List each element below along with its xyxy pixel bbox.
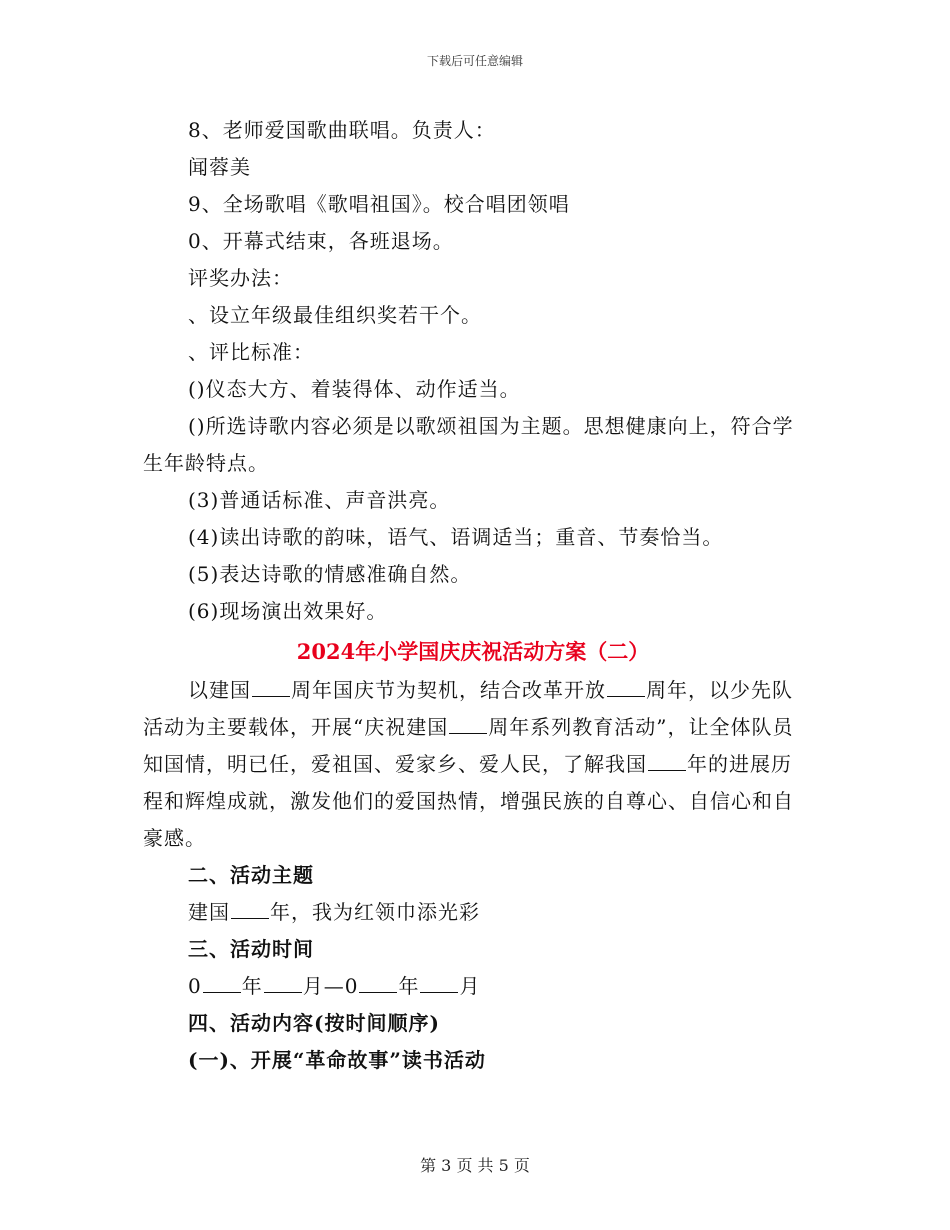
program-item-8-person: 闻蓉美 (188, 155, 251, 179)
award-method-heading: 评奖办法： (188, 266, 293, 290)
criteria-2: ()所选诗歌内容必须是以歌颂祖国为主题。思想健康向上，符合学生年龄特点。 (143, 414, 794, 475)
criteria-6: (6)现场演出效果好。 (188, 599, 388, 623)
section-2-heading: 二、活动主题 (188, 863, 314, 887)
blank-line (648, 752, 686, 771)
blank-line (420, 974, 458, 993)
blank-line (607, 678, 645, 697)
blank-line (264, 974, 302, 993)
award-item-1: 、设立年级最佳组织奖若干个。 (188, 303, 482, 327)
blank-line (449, 715, 487, 734)
blank-line (359, 974, 397, 993)
blank-line (252, 678, 290, 697)
program-item-9: 9、全场歌唱《歌唱祖国》。校合唱团领唱 (188, 192, 570, 216)
program-item-10: 0、开幕式结束，各班退场。 (188, 229, 454, 253)
subsection-1-heading: (一)、开展“革命故事”读书活动 (188, 1048, 486, 1072)
header-note: 下载后可任意编辑 (426, 54, 523, 68)
intro-paragraph: 以建国 周年国庆节为契机，结合改革开放 周年，以少先队活动为主要载体，开展“庆祝建国 周年系列教育活动”，让全体队员知国情，明已任，爱祖国、爱家乡、爱人民，了解我国 年的进展历程和辉煌成就，激发他们的爱国热情，增强民族的自尊心、自信心和自豪感。 (143, 678, 794, 850)
document-title: 2024年小学国庆庆祝活动方案（二） (296, 639, 650, 664)
program-item-8: 8、老师爱国歌曲联唱。负责人： (188, 118, 496, 142)
section-4-heading: 四、活动内容(按时间顺序) (188, 1011, 440, 1035)
award-item-2: 、评比标准： (188, 340, 314, 364)
theme-line: 建国 年，我为红领巾添光彩 (188, 900, 480, 924)
time-line: 0 年 月—0 年 月 (188, 974, 481, 998)
section-3-heading: 三、活动时间 (188, 937, 314, 961)
criteria-5: (5)表达诗歌的情感准确自然。 (188, 562, 472, 586)
page-footer: 第 3 页 共 5 页 (420, 1156, 530, 1175)
blank-line (231, 900, 269, 919)
criteria-1: ()仪态大方、着装得体、动作适当。 (188, 377, 521, 401)
document-body (143, 112, 803, 1079)
criteria-3: (3)普通话标准、声音洪亮。 (188, 488, 451, 512)
blank-line (203, 974, 241, 993)
criteria-4: (4)读出诗歌的韵味，语气、语调适当；重音、节奏恰当。 (188, 525, 724, 549)
